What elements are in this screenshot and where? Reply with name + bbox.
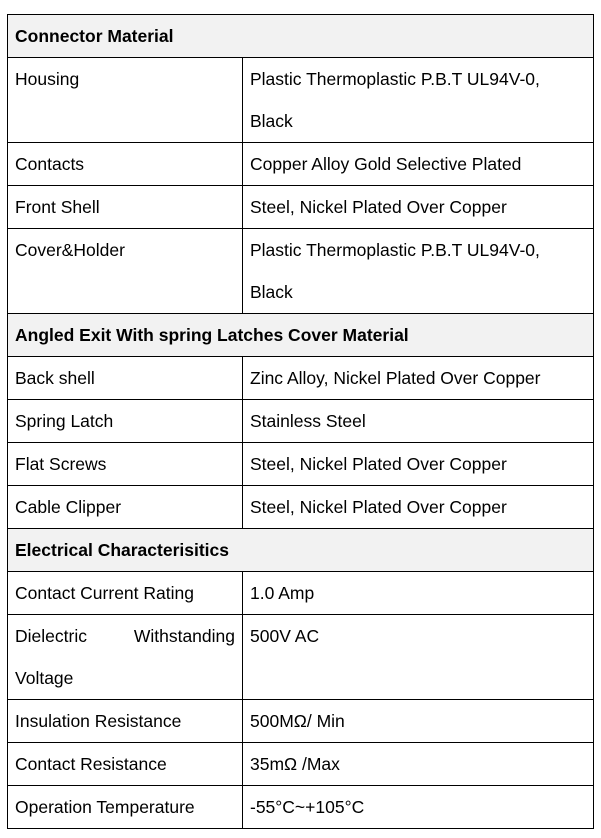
table-row xyxy=(8,143,594,186)
row-label: Dielectric Withstanding Voltage xyxy=(8,615,243,700)
row-label: Back shell xyxy=(8,357,243,400)
row-value: 35mΩ /Max xyxy=(243,743,594,786)
section-title: Angled Exit With spring Latches Cover Material xyxy=(8,314,594,357)
row-label: Insulation Resistance xyxy=(8,700,243,743)
table-row xyxy=(8,229,594,314)
row-value: Stainless Steel xyxy=(243,400,594,443)
section-title: Connector Material xyxy=(8,15,594,58)
row-value: 500MΩ/ Min xyxy=(243,700,594,743)
table-row xyxy=(8,743,594,786)
section-header-row xyxy=(8,314,594,357)
row-label: Contact Resistance xyxy=(8,743,243,786)
row-label: Contacts xyxy=(8,143,243,186)
row-value: 500V AC xyxy=(243,615,594,700)
row-label: Contact Current Rating xyxy=(8,572,243,615)
row-value: -55°C~+105°C xyxy=(243,786,594,829)
row-label: Flat Screws xyxy=(8,443,243,486)
row-label: Cover&Holder xyxy=(8,229,243,314)
table-row xyxy=(8,357,594,400)
row-value: Steel, Nickel Plated Over Copper xyxy=(243,486,594,529)
section-title: Electrical Characterisitics xyxy=(8,529,594,572)
table-row xyxy=(8,443,594,486)
row-value: Copper Alloy Gold Selective Plated xyxy=(243,143,594,186)
row-value: Plastic Thermoplastic P.B.T UL94V-0, Black xyxy=(243,229,594,314)
row-value: Steel, Nickel Plated Over Copper xyxy=(243,443,594,486)
row-value: Plastic Thermoplastic P.B.T UL94V-0, Black xyxy=(243,58,594,143)
table-row xyxy=(8,572,594,615)
table-row xyxy=(8,700,594,743)
table-row xyxy=(8,400,594,443)
table-row xyxy=(8,186,594,229)
row-value: Steel, Nickel Plated Over Copper xyxy=(243,186,594,229)
row-value: Zinc Alloy, Nickel Plated Over Copper xyxy=(243,357,594,400)
section-header-row xyxy=(8,15,594,58)
table-row xyxy=(8,486,594,529)
row-label: Housing xyxy=(8,58,243,143)
table-row xyxy=(8,786,594,829)
spec-table xyxy=(7,14,594,829)
row-label: Cable Clipper xyxy=(8,486,243,529)
table-row xyxy=(8,58,594,143)
row-label: Operation Temperature xyxy=(8,786,243,829)
table-row xyxy=(8,615,594,700)
row-label: Front Shell xyxy=(8,186,243,229)
section-header-row xyxy=(8,529,594,572)
row-value: 1.0 Amp xyxy=(243,572,594,615)
row-label: Spring Latch xyxy=(8,400,243,443)
